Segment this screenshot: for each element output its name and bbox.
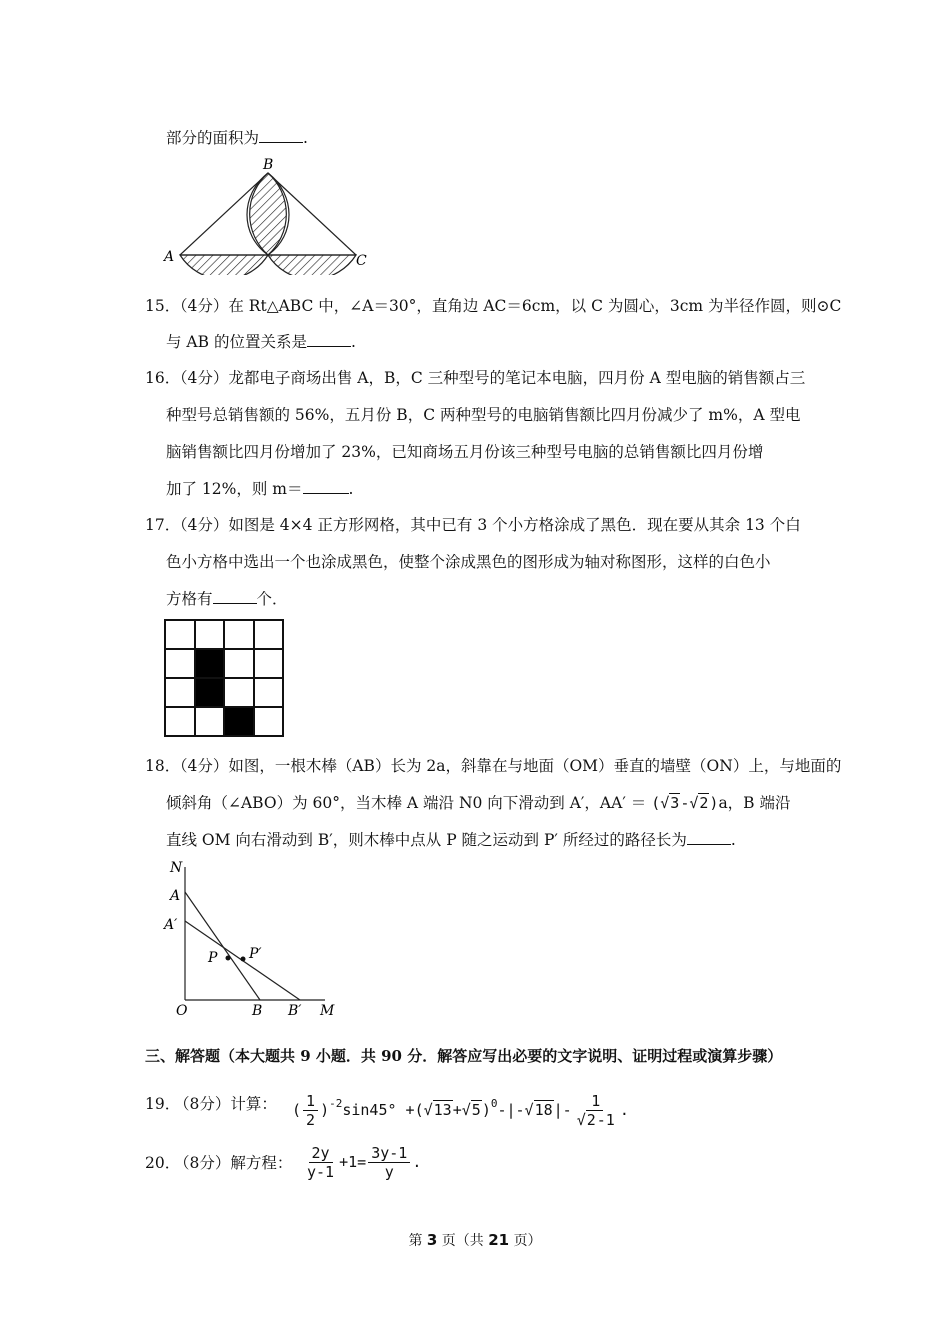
q20-number: 20．: [145, 1154, 181, 1172]
label-C: C: [356, 253, 367, 269]
q18-number: 18．: [145, 757, 181, 775]
white-cell: [254, 649, 284, 678]
label-A-prime: A′: [164, 917, 178, 933]
q18-line1: （4分）如图，一根木棒（AB）长为 2a，斜靠在与地面（OM）垂直的墙壁（ON）上，与地面的: [172, 757, 842, 775]
black-cell: [195, 649, 225, 678]
answer-blank: [687, 830, 731, 845]
q14-figure: [160, 155, 375, 275]
q18-line2: 倾斜角（∠ABO）为 60°，当木棒 A 端沿 N0 向下滑动到 A′，AA′ ＝ (√3-√2)a，B 端沿: [166, 794, 791, 812]
white-cell: [165, 678, 195, 707]
q16-line1: （4分）龙都电子商场出售 A，B，C 三种型号的笔记本电脑，四月份 A 型电脑的销售额占三: [172, 369, 806, 387]
page-footer: 第 3 页（共 21 页）: [408, 1231, 542, 1249]
label-P: P: [208, 950, 218, 966]
white-cell: [165, 620, 195, 649]
square-grid-4x4: [164, 619, 284, 737]
q14-tail: 部分的面积为 .: [166, 129, 308, 147]
q19-label: （8分）计算：: [174, 1095, 277, 1113]
label-B-prime: B′: [288, 1003, 302, 1019]
q15-line2: 与 AB 的位置关系是 .: [166, 333, 356, 351]
q19-number: 19．: [145, 1095, 181, 1113]
white-cell: [254, 707, 284, 736]
q15-number: 15．: [145, 297, 181, 315]
white-cell: [254, 678, 284, 707]
point-P1: [241, 957, 246, 962]
q17-line3: 方格有 个．: [166, 590, 288, 608]
label-O: O: [176, 1003, 188, 1019]
white-cell: [224, 649, 254, 678]
label-A: A: [164, 249, 175, 265]
right-half-circle: [268, 255, 356, 275]
white-cell: [195, 707, 225, 736]
q16-line3: 脑销售额比四月份增加了 23%，已知商场五月份该三种型号电脑的总销售额比四月份增: [166, 443, 764, 461]
q16-number: 16．: [145, 369, 181, 387]
label-B: B: [263, 157, 274, 173]
answer-blank: [303, 479, 349, 494]
section-heading: 三、解答题（本大题共 9 小题．共 90 分．解答应写出必要的文字说明、证明过程或演算步骤）: [145, 1047, 783, 1065]
white-cell: [165, 707, 195, 736]
q18-line3: 直线 OM 向右滑动到 B′，则木棒中点从 P 随之运动到 P′ 所经过的路径长为 .: [166, 831, 736, 849]
point-P: [226, 956, 231, 961]
q20-label: （8分）解方程：: [174, 1154, 293, 1172]
label-P-prime: P′: [249, 946, 262, 962]
q17-line2: 色小方格中选出一个也涂成黑色，使整个涂成黑色的图形成为轴对称图形，这样的白色小: [166, 553, 771, 571]
q17-number: 17．: [145, 516, 181, 534]
answer-blank: [307, 332, 351, 347]
q19-expression: ( $\frac{1}{2}$ )$^{-2}\sin 45^\circ +(√13+√5)^0-|-√18|-$ $\frac{1}{√2-1}$ .: [292, 1092, 629, 1129]
q16-line4: 加了 12%，则 m＝ .: [166, 480, 354, 498]
white-cell: [224, 678, 254, 707]
answer-blank: [213, 589, 257, 604]
white-cell: [195, 620, 225, 649]
answer-blank: [259, 128, 303, 143]
label-M: M: [320, 1003, 335, 1019]
q16-line2: 种型号总销售额的 56%，五月份 B，C 两种型号的电脑销售额比四月份减少了 m%，A 型电: [166, 406, 801, 424]
q20-equation: $\frac{2y}{y-1}$ +1= $\frac{3y-1}{y}$ .: [307, 1144, 422, 1181]
black-cell: [195, 678, 225, 707]
label-N: N: [170, 860, 183, 876]
q15-line1: （4分）在 Rt△ABC 中，∠A＝30°，直角边 AC＝6cm，以 C 为圆心，3cm 为半径作圆，则⊙C: [172, 297, 842, 315]
black-cell: [224, 707, 254, 736]
left-half-circle: [180, 255, 268, 275]
label-A: A: [170, 888, 181, 904]
q18-figure: [160, 855, 350, 1020]
q17-line1: （4分）如图是 4×4 正方形网格，其中已有 3 个小方格涂成了黑色．现在要从其余 13 个白: [172, 516, 801, 534]
white-cell: [165, 649, 195, 678]
white-cell: [224, 620, 254, 649]
label-B: B: [252, 1003, 263, 1019]
sqrt-expression: (√3-√2): [651, 794, 719, 812]
white-cell: [254, 620, 284, 649]
